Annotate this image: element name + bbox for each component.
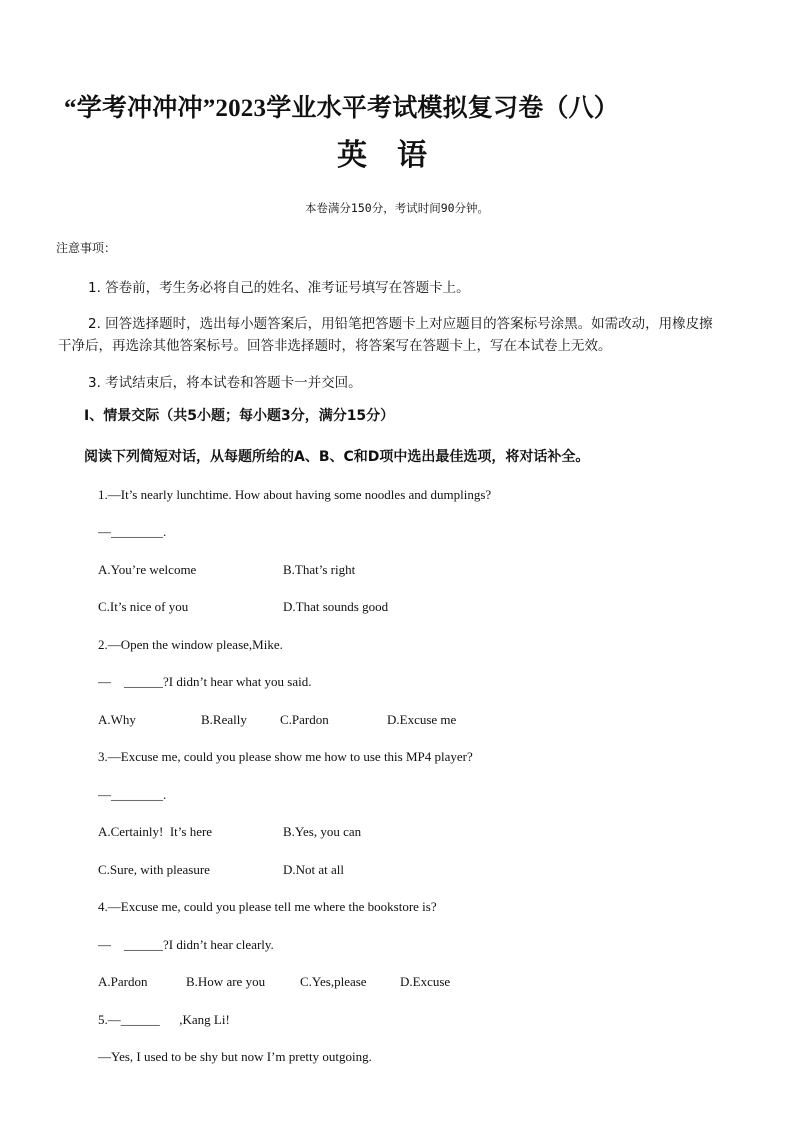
question-2-option-d: D.Excuse me [387,712,457,727]
question-4-option-d: D.Excuse [400,974,451,989]
question-2-option-b: B.Really [201,712,247,727]
question-3-option-a: A.Certainly! It’s here [98,824,213,839]
section-instruction: 阅读下列简短对话，从每题所给的A、B、C和D项中选出最佳选项，将对话补全。 [84,449,590,465]
notice-item-3: 3. 考试结束后，将本试卷和答题卡一并交回。 [88,375,362,391]
question-2-option-a: A.Why [98,712,136,727]
question-2-option-c: C.Pardon [280,712,329,727]
question-3-option-b: B.Yes, you can [283,824,362,839]
question-1-prompt: 1.—It’s nearly lunchtime. How about having some noodles and dumplings? [98,487,492,502]
subject-title: 英语 [337,139,457,172]
question-3-option-d: D.Not at all [283,862,345,877]
question-4-prompt: 4.—Excuse me, could you please tell me where the bookstore is? [98,899,437,914]
notice-item-2-line-1: 2. 回答选择题时，选出每小题答案后，用铅笔把答题卡上对应题目的答案标号涂黑。如需改动，用橡皮擦 [88,316,713,332]
question-4-option-a: A.Pardon [98,974,148,989]
section-heading: I、情景交际（共5小题；每小题3分，满分15分） [84,408,395,424]
question-1-option-a: A.You’re welcome [98,562,197,577]
question-5-reply: —Yes, I used to be shy but now I’m pretty outgoing. [98,1049,372,1064]
question-1-reply: —________. [98,524,167,539]
question-4-option-c: C.Yes,please [300,974,367,989]
question-2-prompt: 2.—Open the window please,Mike. [98,637,283,652]
notice-heading: 注意事项： [56,241,117,255]
score-note: 本卷满分150分，考试时间90分钟。 [304,201,490,215]
question-1-option-d: D.That sounds good [283,599,389,614]
exam-title: “学考冲冲冲”2023学业水平考试模拟复习卷（八） [64,95,620,122]
question-4-option-b: B.How are you [186,974,266,989]
question-2-reply: — ______?I didn’t hear what you said. [98,674,312,689]
notice-item-2-line-2: 干净后，再选涂其他答案标号。回答非选择题时，将答案写在答题卡上，写在本试卷上无效。 [58,338,612,354]
notice-item-1: 1. 答卷前，考生务必将自己的姓名、准考证号填写在答题卡上。 [88,280,470,296]
question-3-prompt: 3.—Excuse me, could you please show me how to use this MP4 player? [98,749,473,764]
question-3-reply: —________. [98,787,167,802]
question-4-reply: — ______?I didn’t hear clearly. [98,937,274,952]
question-1-option-b: B.That’s right [283,562,356,577]
question-5-prompt: 5.—______ ,Kang Li! [98,1012,230,1027]
question-1-option-c: C.It’s nice of you [98,599,189,614]
question-3-option-c: C.Sure, with pleasure [98,862,210,877]
